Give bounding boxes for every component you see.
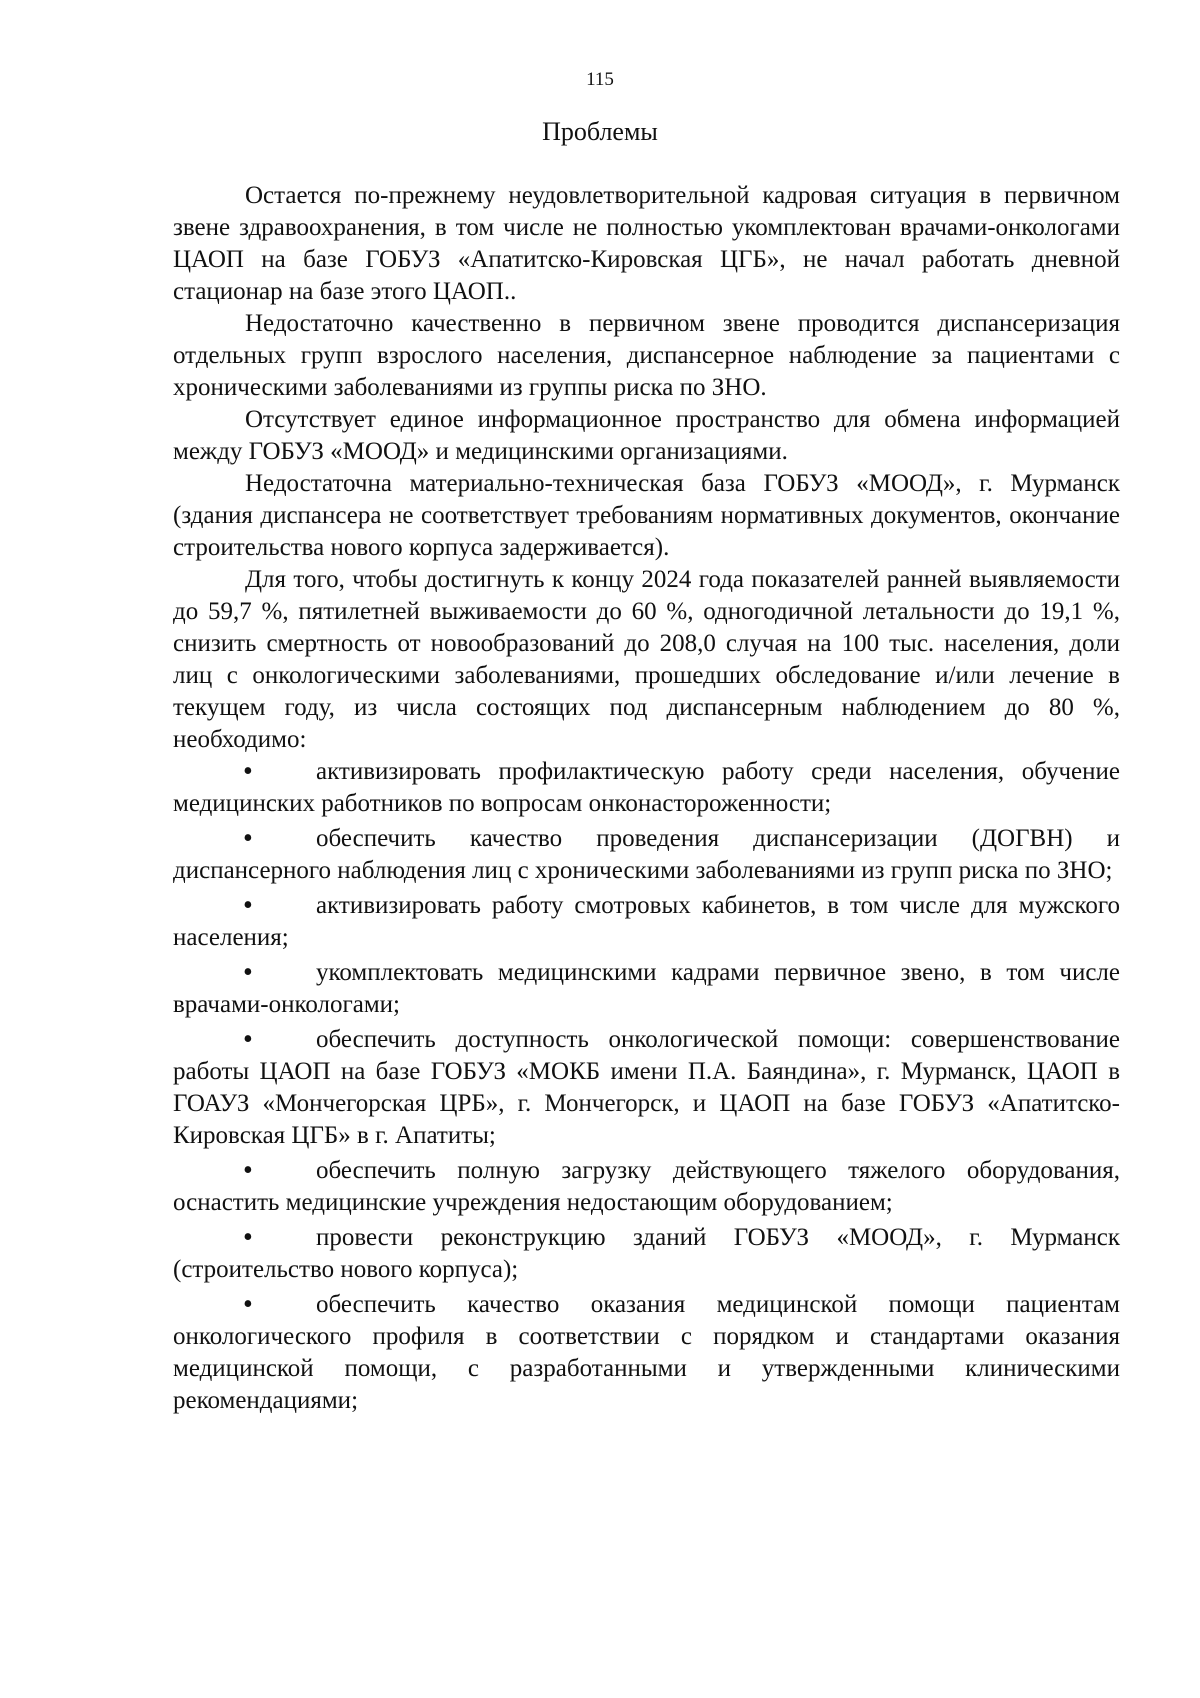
section-heading: Проблемы xyxy=(542,117,658,146)
list-item: • провести реконструкцию зданий ГОБУЗ «МООД», г. Мурманск (строительство нового корпуса); xyxy=(173,1222,1120,1286)
list-item: • обеспечить полную загрузку действующего тяжелого оборудования, оснастить медицинские учреждения недостающим оборудованием; xyxy=(173,1155,1120,1219)
list-item: • активизировать работу смотровых кабинетов, в том числе для мужского населения; xyxy=(173,890,1120,954)
list-item: • активизировать профилактическую работу среди населения, обучение медицинских работников по вопросам онконастороженности; xyxy=(173,756,1120,820)
paragraph-material-base: Недостаточна материально-техническая база ГОБУЗ «МООД», г. Мурманск (здания диспансера не соответствует требованиям нормативных документов, окончание строительства нового корпуса задерживается). xyxy=(173,470,1120,561)
measures-list xyxy=(173,756,1120,1417)
paragraph-screening: Недостаточно качественно в первичном звене проводится диспансеризация отдельных групп взрослого населения, диспансерное наблюдение за пациентами с хроническими заболеваниями из группы риска по ЗНО. xyxy=(173,310,1120,401)
paragraph-targets: Для того, чтобы достигнуть к концу 2024 года показателей ранней выявляемости до 59,7 %, пятилетней выживаемости до 60 %, одногодичной летальности до 19,1 %, снизить смертность от новообразований до 208,0 случая на 100 тыс. населения, доли лиц с онкологическими заболеваниями, прошедших обследование и/или лечение в текущем году, из числа состоящих под диспансерным наблюдением до 80 %, необходимо: xyxy=(173,566,1120,753)
list-item: • обеспечить доступность онкологической помощи: совершенствование работы ЦАОП на базе ГОБУЗ «МОКБ имени П.А. Баяндина», г. Мурманск, ЦАОП в ГОАУЗ «Мончегорская ЦРБ», г. Мончегорск, и ЦАОП на базе ГОБУЗ «Апатитско-Кировская ЦГБ» в г. Апатиты; xyxy=(173,1024,1120,1152)
list-item: • укомплектовать медицинскими кадрами первичное звено, в том числе врачами-онкологами; xyxy=(173,957,1120,1021)
paragraph-staffing: Остается по-прежнему неудовлетворительной кадровая ситуация в первичном звене здравоохранения, в том числе не полностью укомплектован врачами-онкологами ЦАОП на базе ГОБУЗ «Апатитско-Кировская ЦГБ», не начал работать дневной стационар на базе этого ЦАОП.. xyxy=(173,182,1120,305)
page-number: 115 xyxy=(586,69,614,90)
paragraph-information-space: Отсутствует единое информационное пространство для обмена информацией между ГОБУЗ «МООД» и медицинскими организациями. xyxy=(173,406,1120,465)
list-item: • обеспечить качество проведения диспансеризации (ДОГВН) и диспансерного наблюдения лиц с хроническими заболеваниями из групп риска по ЗНО; xyxy=(173,823,1120,887)
body-text xyxy=(173,180,1120,1417)
list-item: • обеспечить качество оказания медицинской помощи пациентам онкологического профиля в соответствии с порядком и стандартами оказания медицинской помощи, с разработанными и утвержденными клиническими рекомендациями; xyxy=(173,1289,1120,1417)
